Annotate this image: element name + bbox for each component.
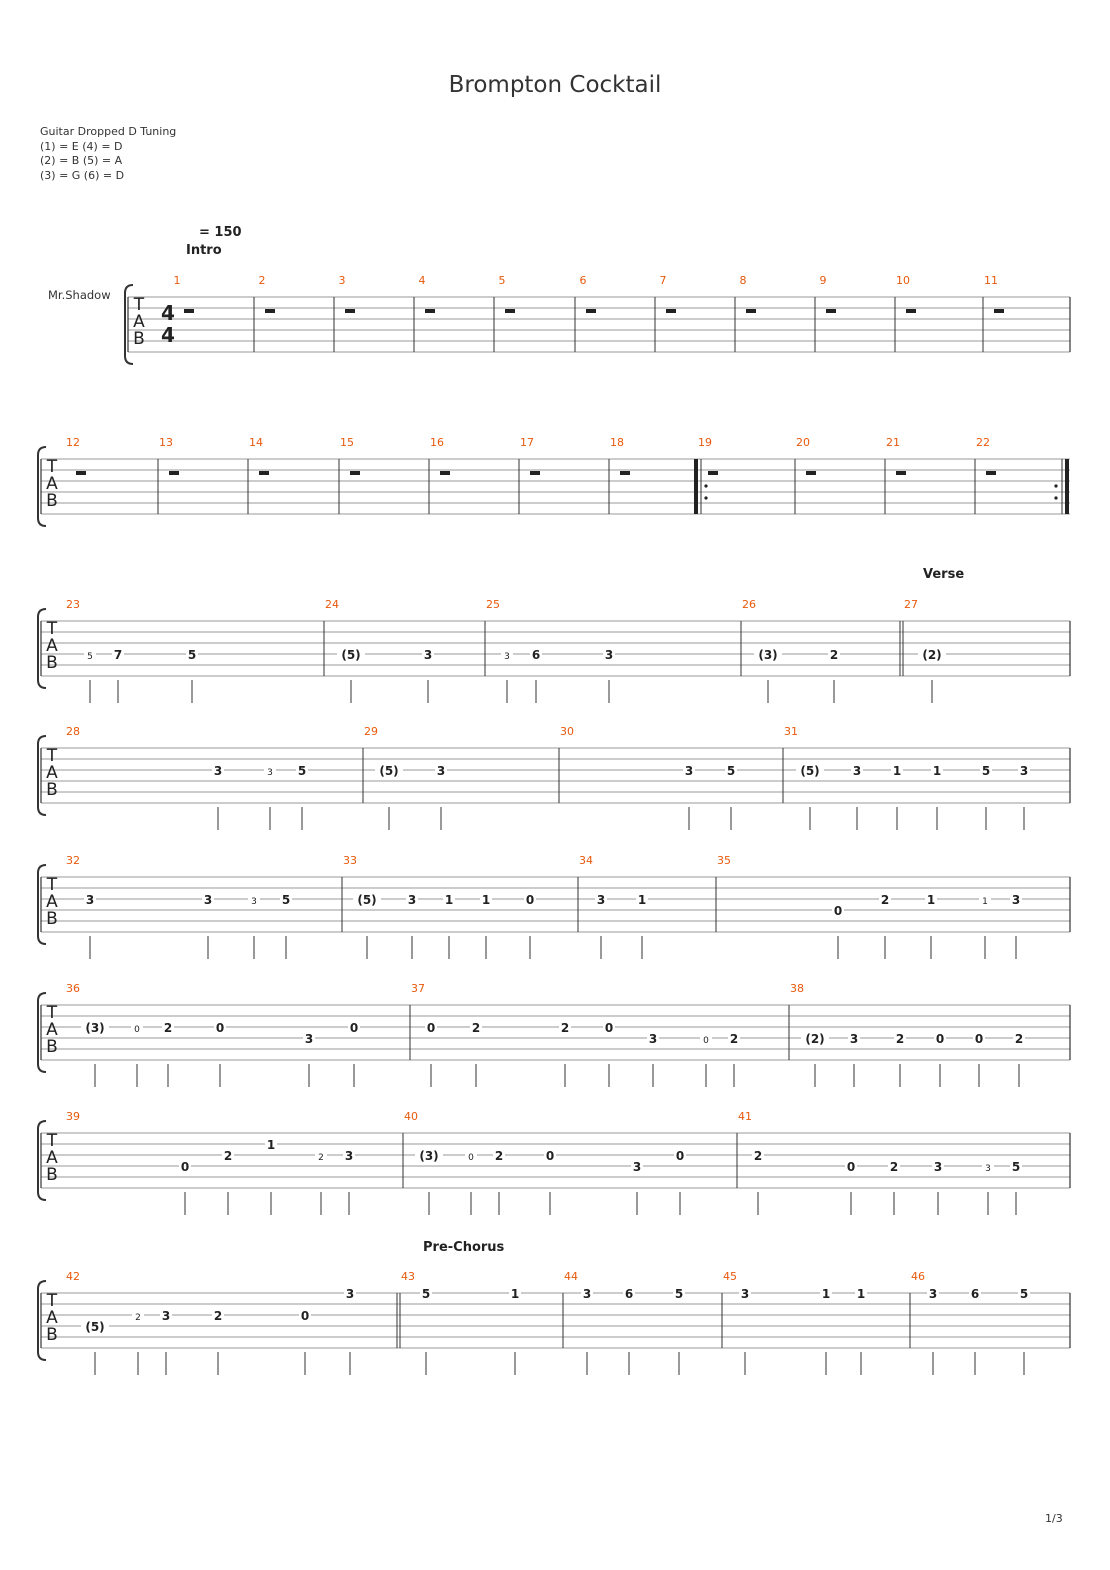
bar-number: 31 — [784, 725, 798, 738]
tab-clef-letter: T — [46, 1003, 58, 1023]
section-marker-intro: Intro — [186, 243, 222, 258]
fret-number: 2 — [494, 1149, 504, 1163]
fret-number: 0 — [935, 1032, 945, 1046]
bar-number: 15 — [340, 436, 354, 449]
bar-number: 36 — [66, 982, 80, 995]
bar-number: 21 — [886, 436, 900, 449]
bar-number: 6 — [579, 274, 587, 287]
half-rest — [896, 471, 906, 475]
tab-clef-letter: T — [46, 875, 58, 895]
bar-number: 42 — [66, 1270, 80, 1283]
fret-number: 3 — [436, 764, 446, 778]
tab-clef-letter: B — [133, 329, 145, 349]
fret-number: 2 — [729, 1032, 739, 1046]
grace-note-fret: 0 — [468, 1153, 474, 1163]
fret-number: 5 — [981, 764, 991, 778]
tab-clef-letter: B — [46, 653, 58, 673]
fret-number: (2) — [805, 1032, 825, 1046]
half-rest — [826, 309, 836, 313]
tab-clef-letter: B — [46, 909, 58, 929]
section-marker-verse: Verse — [923, 567, 965, 582]
page-number: 1/3 — [1045, 1512, 1063, 1525]
grace-note-fret: 3 — [504, 652, 510, 662]
fret-number: 2 — [560, 1021, 570, 1035]
fret-number: 3 — [596, 893, 606, 907]
repeat-start-bar — [694, 459, 698, 514]
grace-note-fret: 5 — [87, 652, 93, 662]
fret-number: 0 — [833, 904, 843, 918]
bar-number: 43 — [401, 1270, 415, 1283]
bar-number: 14 — [249, 436, 263, 449]
half-rest — [994, 309, 1004, 313]
bar-number: 24 — [325, 598, 339, 611]
tuning-line: (2) = B (5) = A — [40, 154, 123, 167]
fret-number: 5 — [1019, 1287, 1029, 1301]
fret-number: 0 — [545, 1149, 555, 1163]
tab-clef-letter: T — [46, 619, 58, 639]
grace-note-fret: 2 — [135, 1313, 141, 1323]
tuning-line: (1) = E (4) = D — [40, 139, 123, 153]
tempo-marking: = 150 — [199, 225, 242, 240]
bar-number: 7 — [659, 274, 667, 287]
half-rest — [746, 309, 756, 313]
fret-number: (3) — [758, 648, 778, 662]
bar-number: 35 — [717, 854, 731, 867]
repeat-dot — [1054, 484, 1057, 487]
fret-number: 3 — [161, 1309, 171, 1323]
bar-number: 41 — [738, 1110, 752, 1123]
half-rest — [76, 471, 86, 475]
fret-number: 1 — [926, 893, 936, 907]
fret-number: 2 — [880, 893, 890, 907]
repeat-end-bar — [1065, 459, 1069, 514]
bar-number: 23 — [66, 598, 80, 611]
bar-number: 39 — [66, 1110, 80, 1123]
half-rest — [906, 309, 916, 313]
grace-note-fret: 0 — [703, 1036, 709, 1046]
grace-note-fret: 3 — [985, 1164, 991, 1174]
bar-number: 28 — [66, 725, 80, 738]
fret-number: 6 — [624, 1287, 634, 1301]
fret-number: 1 — [444, 893, 454, 907]
fret-number: 1 — [932, 764, 942, 778]
bar-number: 38 — [790, 982, 804, 995]
fret-number: (2) — [922, 648, 942, 662]
fret-number: 3 — [933, 1160, 943, 1174]
fret-number: (5) — [357, 893, 377, 907]
fret-number: 1 — [637, 893, 647, 907]
bar-number: 27 — [904, 598, 918, 611]
half-rest — [666, 309, 676, 313]
fret-number: 3 — [203, 893, 213, 907]
fret-number: 2 — [889, 1160, 899, 1174]
grace-note-fret: 3 — [267, 768, 273, 778]
fret-number: 2 — [163, 1021, 173, 1035]
tab-clef-letter: A — [46, 763, 58, 783]
tab-clef-letter: T — [46, 746, 58, 766]
fret-number: 0 — [180, 1160, 190, 1174]
fret-number: 3 — [213, 764, 223, 778]
fret-number: 3 — [852, 764, 862, 778]
half-rest — [620, 471, 630, 475]
bar-number: 40 — [404, 1110, 418, 1123]
tab-clef-letter: A — [46, 474, 58, 494]
bar-number: 16 — [430, 436, 444, 449]
half-rest — [986, 471, 996, 475]
fret-number: 0 — [675, 1149, 685, 1163]
grace-note-fret: 1 — [982, 897, 988, 907]
bar-number: 32 — [66, 854, 80, 867]
bar-number: 37 — [411, 982, 425, 995]
fret-number: 5 — [187, 648, 197, 662]
tab-clef-letter: A — [133, 312, 145, 332]
half-rest — [169, 471, 179, 475]
bar-number: 9 — [819, 274, 827, 287]
fret-number: 3 — [407, 893, 417, 907]
fret-number: 3 — [304, 1032, 314, 1046]
bar-number: 20 — [796, 436, 810, 449]
grace-note-fret: 0 — [134, 1025, 140, 1035]
time-signature-bottom: 4 — [161, 323, 175, 347]
fret-number: (5) — [85, 1320, 105, 1334]
fret-number: 0 — [426, 1021, 436, 1035]
tab-clef-letter: B — [46, 1037, 58, 1057]
bar-number: 25 — [486, 598, 500, 611]
grace-note-fret: 3 — [251, 897, 257, 907]
fret-number: 2 — [223, 1149, 233, 1163]
bar-number: 4 — [418, 274, 426, 287]
fret-number: 5 — [674, 1287, 684, 1301]
fret-number: 0 — [974, 1032, 984, 1046]
fret-number: 1 — [510, 1287, 520, 1301]
half-rest — [806, 471, 816, 475]
fret-number: 3 — [345, 1287, 355, 1301]
fret-number: 5 — [421, 1287, 431, 1301]
fret-number: 0 — [604, 1021, 614, 1035]
repeat-dot — [704, 496, 707, 499]
fret-number: 5 — [1011, 1160, 1021, 1174]
bar-number: 5 — [498, 274, 506, 287]
bar-number: 45 — [723, 1270, 737, 1283]
fret-number: 1 — [821, 1287, 831, 1301]
fret-number: 7 — [113, 648, 123, 662]
repeat-dot — [1054, 496, 1057, 499]
fret-number: 1 — [856, 1287, 866, 1301]
fret-number: 3 — [684, 764, 694, 778]
tuning-line: (3) = G (6) = D — [40, 168, 125, 182]
half-rest — [530, 471, 540, 475]
fret-number: 3 — [632, 1160, 642, 1174]
repeat-dot — [704, 484, 707, 487]
bar-number: 44 — [564, 1270, 578, 1283]
tab-clef-letter: T — [46, 457, 58, 477]
fret-number: 1 — [481, 893, 491, 907]
fret-number: (5) — [379, 764, 399, 778]
fret-number: 3 — [1019, 764, 1029, 778]
half-rest — [265, 309, 275, 313]
fret-number: (3) — [419, 1149, 439, 1163]
bar-number: 26 — [742, 598, 756, 611]
tab-clef-letter: B — [46, 1325, 58, 1345]
fret-number: 2 — [895, 1032, 905, 1046]
section-marker-pre-chorus: Pre-Chorus — [423, 1240, 505, 1255]
fret-number: 1 — [892, 764, 902, 778]
fret-number: 3 — [849, 1032, 859, 1046]
fret-number: 0 — [349, 1021, 359, 1035]
track-name: Mr.Shadow — [48, 288, 111, 302]
bar-number: 19 — [698, 436, 712, 449]
tab-clef-letter: A — [46, 1308, 58, 1328]
bar-number: 2 — [258, 274, 266, 287]
fret-number: 2 — [471, 1021, 481, 1035]
fret-number: 2 — [1014, 1032, 1024, 1046]
tab-clef-letter: T — [133, 295, 145, 315]
bar-number: 12 — [66, 436, 80, 449]
bar-number: 1 — [173, 274, 181, 287]
tuning-header: Guitar Dropped D Tuning — [40, 125, 177, 138]
fret-number: 3 — [740, 1287, 750, 1301]
fret-number: (3) — [85, 1021, 105, 1035]
half-rest — [345, 309, 355, 313]
fret-number: 5 — [726, 764, 736, 778]
tab-clef-letter: A — [46, 1148, 58, 1168]
bar-number: 33 — [343, 854, 357, 867]
fret-number: (5) — [800, 764, 820, 778]
half-rest — [259, 471, 269, 475]
bar-number: 46 — [911, 1270, 925, 1283]
fret-number: 3 — [648, 1032, 658, 1046]
tab-clef-letter: A — [46, 892, 58, 912]
bar-number: 29 — [364, 725, 378, 738]
fret-number: 5 — [281, 893, 291, 907]
song-title: Brompton Cocktail — [448, 72, 662, 98]
half-rest — [184, 309, 194, 313]
bar-number: 3 — [338, 274, 346, 287]
grace-note-fret: 2 — [318, 1153, 324, 1163]
tab-clef-letter: B — [46, 780, 58, 800]
fret-number: 0 — [525, 893, 535, 907]
half-rest — [505, 309, 515, 313]
fret-number: (5) — [341, 648, 361, 662]
fret-number: 3 — [344, 1149, 354, 1163]
half-rest — [708, 471, 718, 475]
half-rest — [440, 471, 450, 475]
fret-number: 0 — [300, 1309, 310, 1323]
tab-clef-letter: T — [46, 1291, 58, 1311]
fret-number: 2 — [213, 1309, 223, 1323]
bar-number: 11 — [984, 274, 998, 287]
tab-clef-letter: B — [46, 1165, 58, 1185]
half-rest — [425, 309, 435, 313]
fret-number: 6 — [531, 648, 541, 662]
fret-number: 3 — [1011, 893, 1021, 907]
fret-number: 6 — [970, 1287, 980, 1301]
fret-number: 2 — [829, 648, 839, 662]
tab-clef-letter: A — [46, 636, 58, 656]
fret-number: 3 — [928, 1287, 938, 1301]
fret-number: 3 — [582, 1287, 592, 1301]
bar-number: 8 — [739, 274, 747, 287]
bar-number: 10 — [896, 274, 910, 287]
fret-number: 2 — [753, 1149, 763, 1163]
fret-number: 3 — [604, 648, 614, 662]
bar-number: 13 — [159, 436, 173, 449]
bar-number: 18 — [610, 436, 624, 449]
bar-number: 17 — [520, 436, 534, 449]
fret-number: 0 — [215, 1021, 225, 1035]
fret-number: 0 — [846, 1160, 856, 1174]
fret-number: 3 — [85, 893, 95, 907]
fret-number: 3 — [423, 648, 433, 662]
fret-number: 5 — [297, 764, 307, 778]
tab-clef-letter: B — [46, 491, 58, 511]
half-rest — [350, 471, 360, 475]
tab-clef-letter: T — [46, 1131, 58, 1151]
half-rest — [586, 309, 596, 313]
tab-clef-letter: A — [46, 1020, 58, 1040]
bar-number: 30 — [560, 725, 574, 738]
time-signature-top: 4 — [161, 301, 175, 325]
bar-number: 22 — [976, 436, 990, 449]
bar-number: 34 — [579, 854, 593, 867]
fret-number: 1 — [266, 1138, 276, 1152]
